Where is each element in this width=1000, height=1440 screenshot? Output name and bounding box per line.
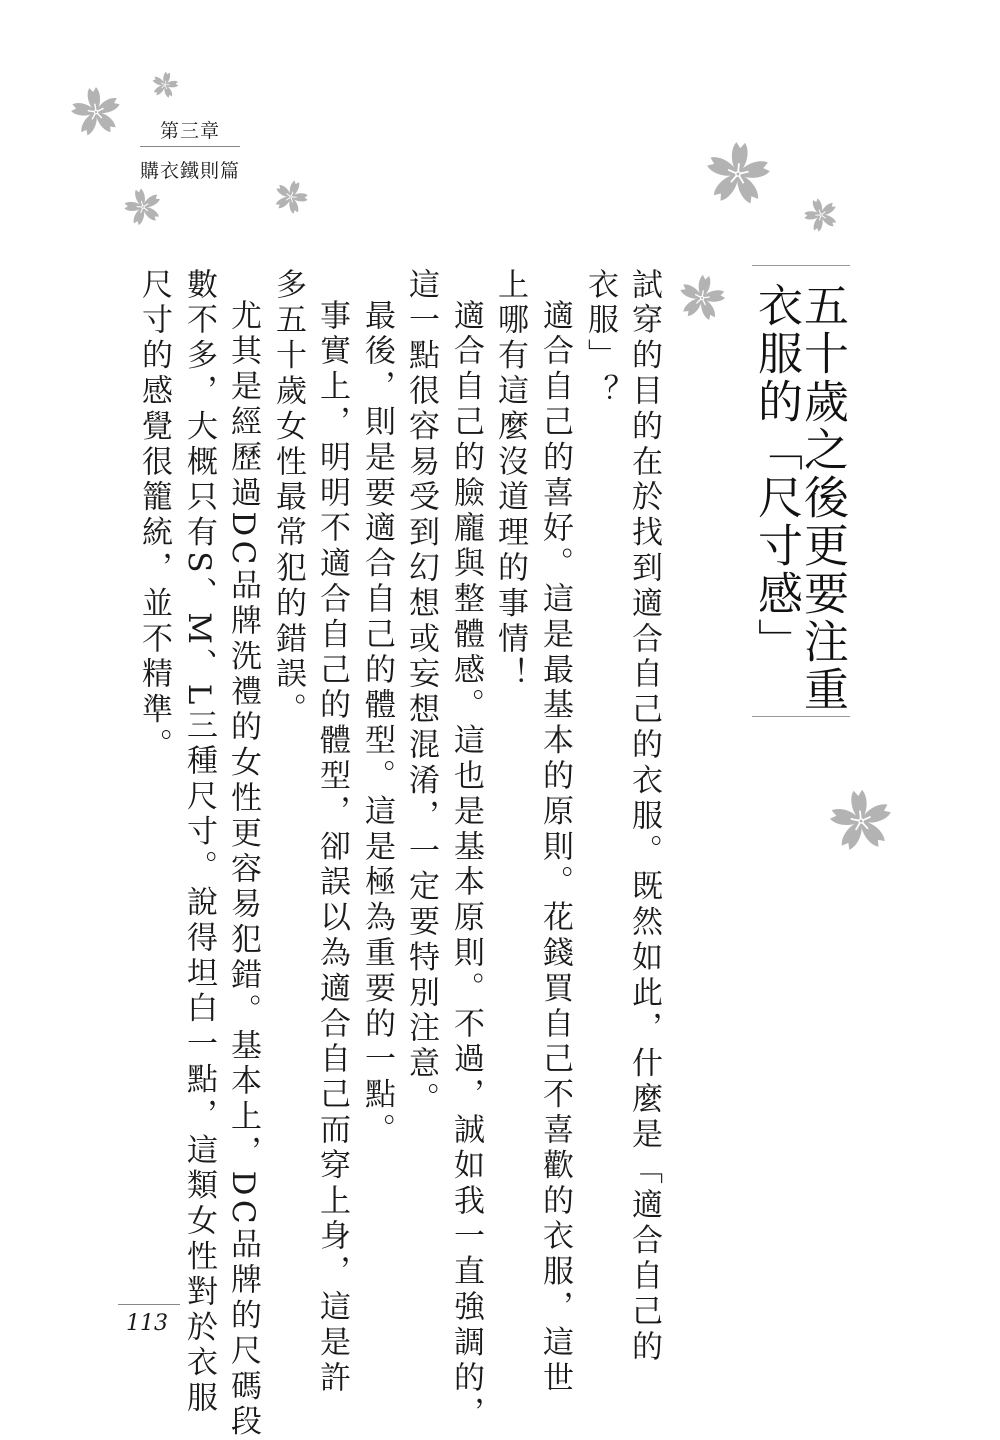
- cherry-blossom-icon: [699, 135, 777, 213]
- body-column: 最後，則是要適合自己的體型。這是極為重要的一點。: [359, 299, 395, 1149]
- cherry-blossom-icon: [672, 268, 732, 328]
- page-title-line-2: 衣服的「尺寸感」: [750, 282, 803, 666]
- title-divider-bottom: [752, 716, 850, 717]
- body-column: 事實上，明明不適合自己的體型，卻誤以為適合自己而穿上身，這是許: [314, 299, 350, 1397]
- cherry-blossom-icon: [64, 80, 127, 143]
- header-divider: [140, 146, 240, 147]
- body-column: 尺寸的感覺很籠統，並不精準。: [136, 268, 172, 764]
- page-number: 113: [126, 1311, 168, 1336]
- body-column: 衣服」？: [582, 268, 618, 410]
- page-number-divider: [118, 1304, 180, 1305]
- body-column: 這一點很容易受到幻想或妄想混淆，一定要特別注意。: [403, 268, 439, 1118]
- cherry-blossom-icon: [147, 67, 183, 103]
- cherry-blossom-icon: [117, 181, 168, 232]
- body-column: 適合自己的臉龐與整體感。這也是基本原則。不過，誠如我一直強調的，: [448, 299, 484, 1432]
- body-column: 數不多，大概只有S、M、L三種尺寸。說得坦白一點，這類女性對於衣服: [181, 268, 217, 1417]
- body-column: 試穿的目的在於找到適合自己的衣服。既然如此，什麼是「適合自己的: [626, 268, 662, 1366]
- cherry-blossom-icon: [267, 173, 316, 222]
- chapter-title: 購衣鐵則篇: [140, 160, 241, 182]
- page-title-line-1: 五十歲之後更要注重: [796, 282, 849, 714]
- body-column: 上哪有這麼沒道理的事情！: [492, 268, 528, 693]
- body-column: 適合自己的喜好。這是最基本的原則。花錢買自己不喜歡的衣服，這世: [537, 299, 573, 1397]
- body-column: 尤其是經歷過DC品牌洗禮的女性更容易犯錯。基本上，DC品牌的尺碼段: [225, 299, 261, 1440]
- chapter-label: 第三章: [160, 120, 221, 142]
- cherry-blossom-icon: [823, 783, 900, 860]
- body-column: 多五十歲女性最常犯的錯誤。: [270, 268, 306, 729]
- cherry-blossom-icon: [797, 191, 846, 240]
- title-divider-top: [752, 265, 850, 266]
